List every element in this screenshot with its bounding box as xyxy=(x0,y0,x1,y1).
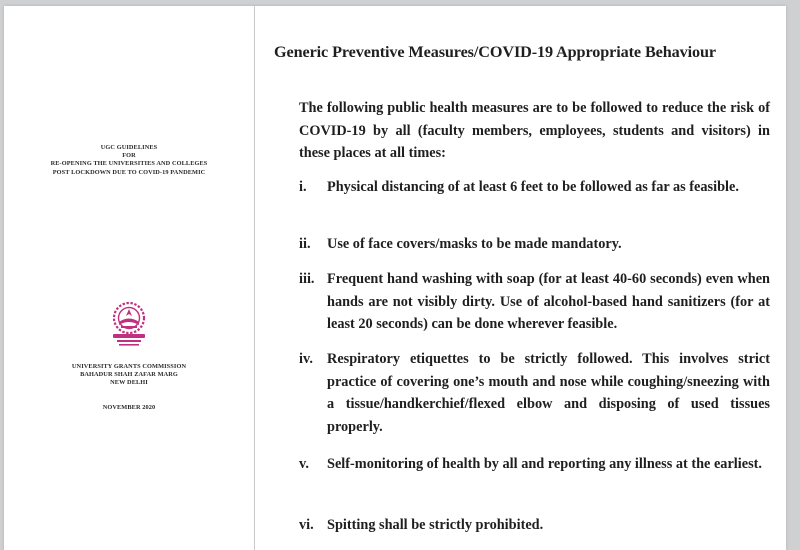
list-item-text: Respiratory etiquettes to be strictly followed. This involves strict practice of covering one’s mouth and nose while coughing/sneezing with a tissue/handkerchief/flexed elbow and disposing of used tissues properly. xyxy=(327,351,770,435)
cover-org-line: NEW DELHI xyxy=(110,379,148,387)
document-page xyxy=(4,6,786,550)
list-item-text: Spitting shall be strictly prohibited. xyxy=(327,517,544,533)
ugc-emblem-icon xyxy=(107,298,151,356)
cover-org-line: UNIVERSITY GRANTS COMMISSION xyxy=(71,363,187,370)
list-item-number: iv. xyxy=(299,351,313,367)
cover-title-line: RE-OPENING THE UNIVERSITIES AND COLLEGES xyxy=(50,160,208,168)
list-item xyxy=(299,268,770,336)
list-item-number: v. xyxy=(299,456,309,472)
cover-title-block xyxy=(4,144,254,177)
cover-date-text: NOVEMBER 2020 xyxy=(102,404,156,411)
list-item-text: Physical distancing of at least 6 feet to be followed as far as feasible. xyxy=(327,179,739,195)
list-item-text: Use of face covers/masks to be made mandatory. xyxy=(327,236,622,252)
list-item-number: i. xyxy=(299,179,307,195)
list-item xyxy=(299,453,770,476)
cover-organisation-block xyxy=(4,363,254,388)
page-heading: Generic Preventive Measures/COVID-19 Appropriate Behaviour xyxy=(274,43,716,61)
list-item xyxy=(299,233,770,256)
cover-title-line: POST LOCKDOWN DUE TO COVID-19 PANDEMIC xyxy=(52,168,206,176)
guidelines-page xyxy=(256,6,786,550)
list-item xyxy=(299,176,770,199)
list-item-text: Frequent hand washing with soap (for at least 40-60 seconds) even when hands are not visibly dirty. Use of alcohol-based hand sanitizers (for at least 20 seconds) can be done wherever feasible. xyxy=(327,271,770,332)
list-item-number: iii. xyxy=(299,271,315,287)
cover-date xyxy=(4,404,254,412)
cover-org-line: BAHADUR SHAH ZAFAR MARG xyxy=(80,371,178,379)
list-item-text: Self-monitoring of health by all and reporting any illness at the earliest. xyxy=(327,456,762,472)
cover-page-thumbnail xyxy=(4,6,255,550)
cover-title-line: UGC GUIDELINES xyxy=(100,144,158,151)
list-item xyxy=(299,514,770,537)
list-item-number: vi. xyxy=(299,517,314,533)
list-item-number: ii. xyxy=(299,236,311,252)
cover-title-line: FOR xyxy=(122,152,136,160)
intro-paragraph: The following public health measures are to be followed to reduce the risk of COVID-19 by all (faculty members, employees, students and visitors) in these places at all times: xyxy=(299,100,770,161)
list-item xyxy=(299,348,770,438)
